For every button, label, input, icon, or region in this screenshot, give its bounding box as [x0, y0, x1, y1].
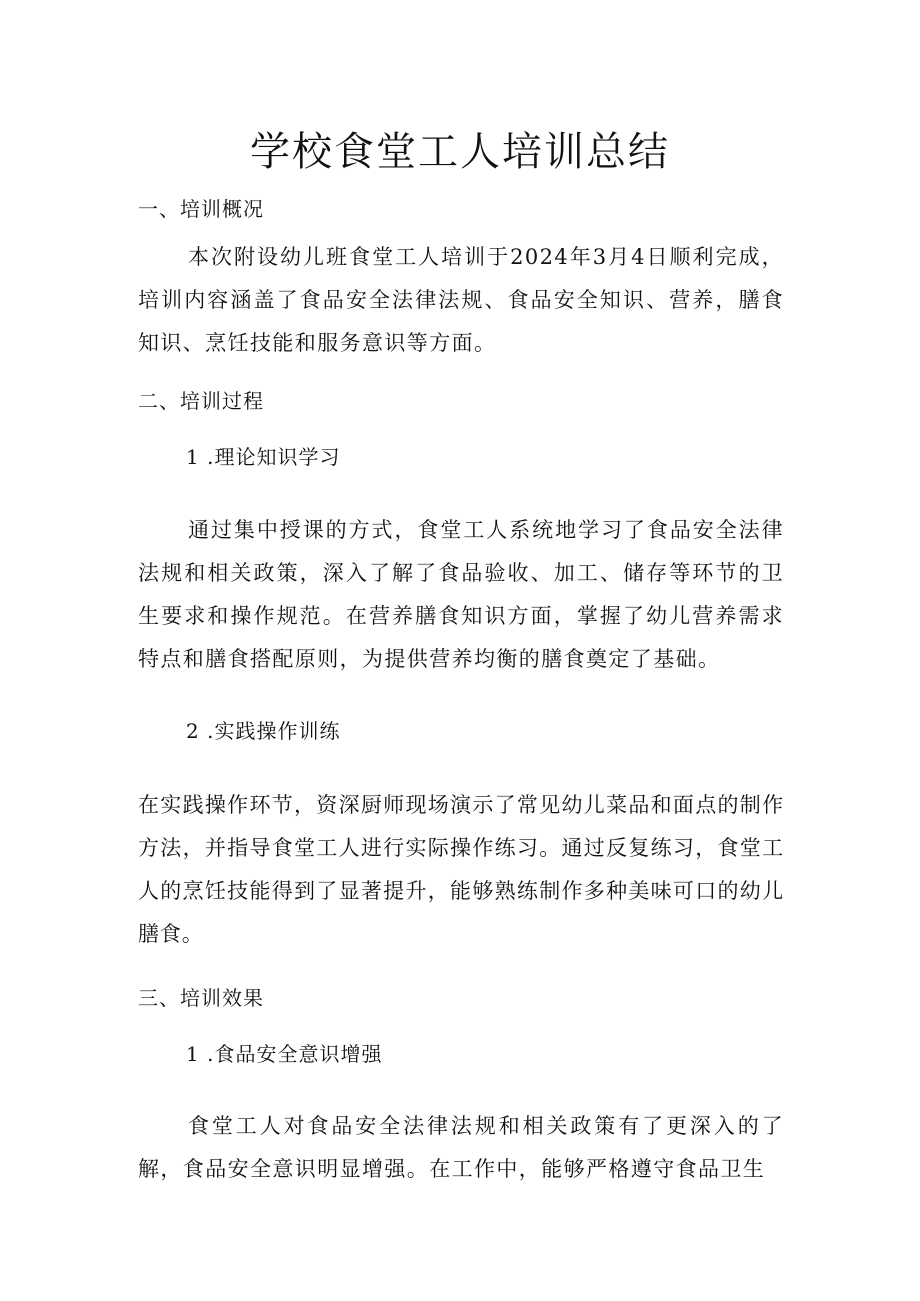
practice-training-paragraph: 在实践操作环节，资深厨师现场演示了常见幼儿菜品和面点的制作方法，并指导食堂工人进行实际操作练习。通过反复练习，食堂工人的烹饪技能得到了显著提升，能够熟练制作多种美味可口的幼儿膳食。	[138, 793, 784, 946]
section-heading-process: 二、培训过程	[138, 389, 264, 413]
overview-paragraph: 本次附设幼儿班食堂工人培训于2024年3月4日顺利完成，培训内容涵盖了食品安全法律法规、食品安全知识、营养，膳食知识、烹饪技能和服务意识等方面。	[138, 245, 784, 355]
subheading-practice-training: 2 .实践操作训练	[186, 719, 341, 743]
section-heading-overview: 一、培训概况	[138, 197, 264, 221]
document-title: 学校食堂工人培训总结	[250, 129, 670, 175]
food-safety-awareness-paragraph: 食堂工人对食品安全法律法规和相关政策有了更深入的了解，食品安全意识明显增强。在工作中，能够严格遵守食品卫生	[138, 1114, 784, 1181]
subheading-food-safety-awareness: 1 .食品安全意识增强	[186, 1042, 383, 1066]
section-heading-results: 三、培训效果	[138, 986, 264, 1010]
subheading-theory-study: 1 .理论知识学习	[186, 445, 341, 469]
theory-study-paragraph: 通过集中授课的方式，食堂工人系统地学习了食品安全法律法规和相关政策，深入了解了食品验收、加工、储存等环节的卫生要求和操作规范。在营养膳食知识方面，掌握了幼儿营养需求特点和膳食搭配原则，为提供营养均衡的膳食奠定了基础。	[138, 518, 784, 671]
